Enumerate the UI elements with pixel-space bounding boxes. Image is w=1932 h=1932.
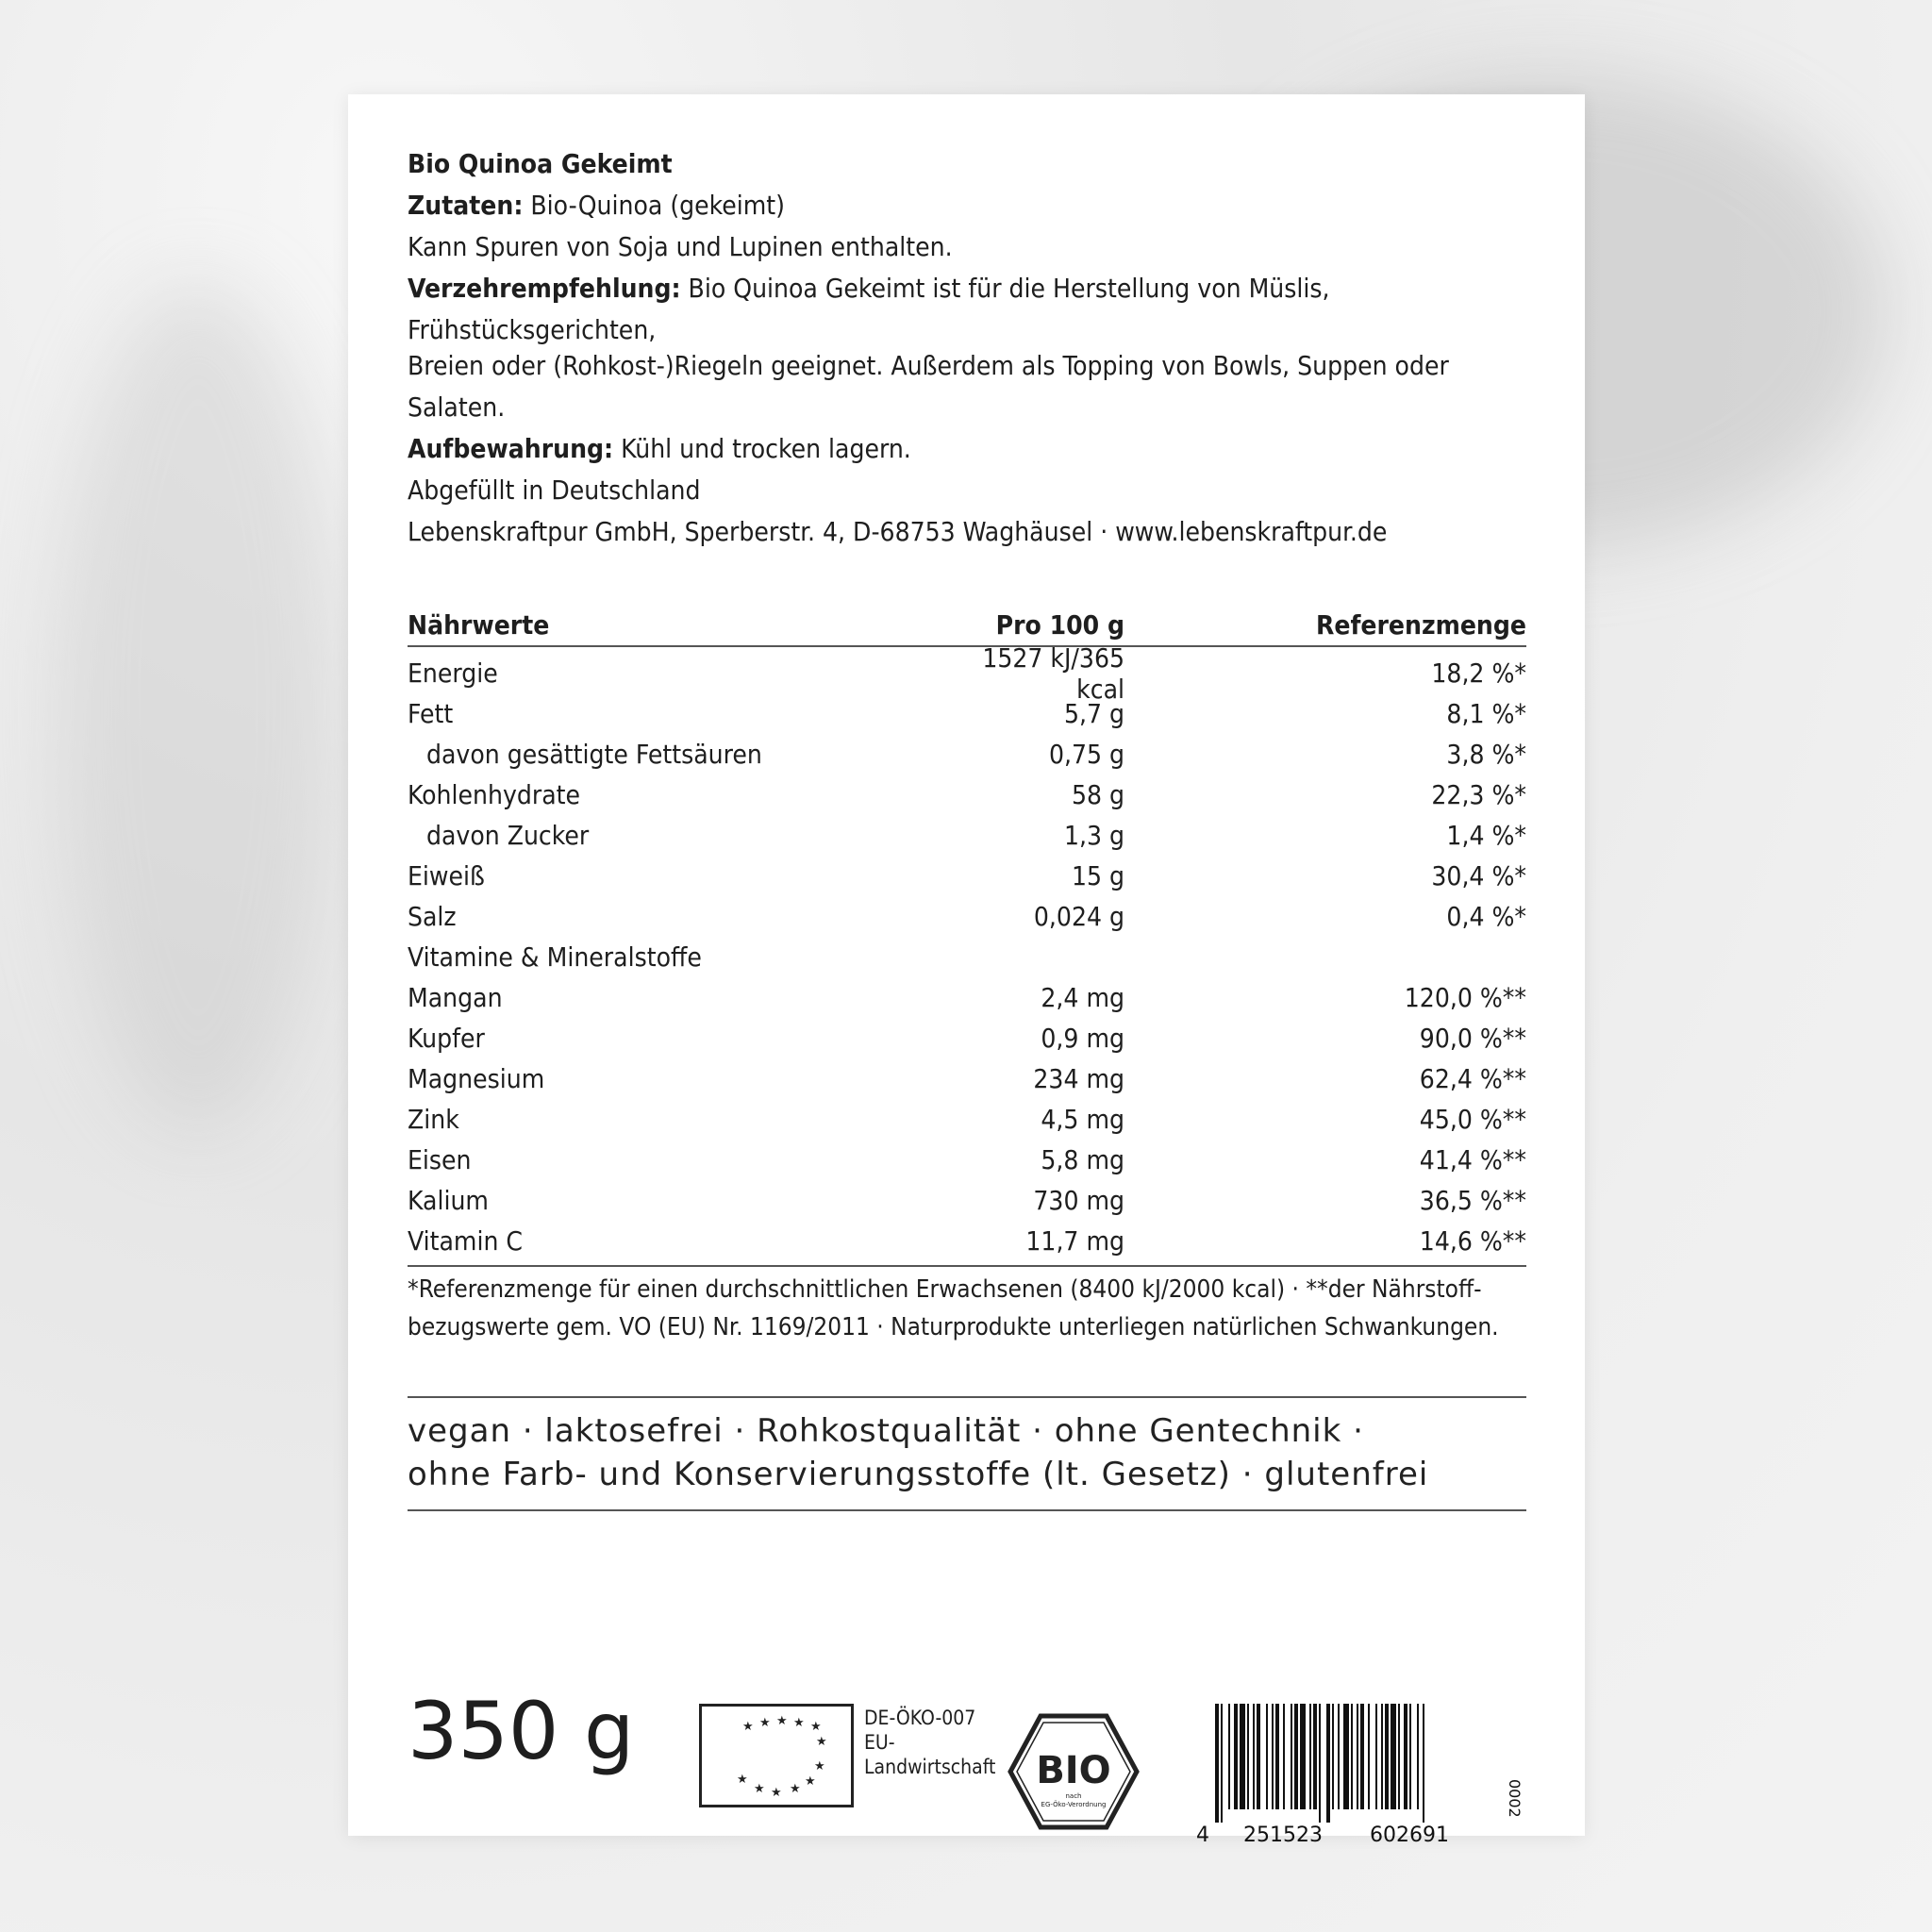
barcode-bar	[1291, 1704, 1292, 1809]
barcode-bar	[1234, 1704, 1238, 1809]
svg-text:★: ★	[814, 1759, 825, 1774]
barcode-bar	[1221, 1704, 1223, 1823]
svg-text:★: ★	[776, 1714, 788, 1728]
barcode-bar	[1253, 1704, 1255, 1809]
nutrient-reference: 120,0 %**	[1404, 982, 1526, 1013]
nutrient-amount: 15 g	[1071, 860, 1124, 891]
net-weight: 350 g	[408, 1685, 635, 1777]
svg-text:★: ★	[742, 1720, 754, 1734]
footnote-line-1: *Referenzmenge für einen durchschnittlichen Erwachsenen (8400 kJ/2000 kcal) · **der Nährstoff-	[408, 1275, 1482, 1304]
barcode-bar	[1357, 1704, 1358, 1809]
nutrient-name: Kalium	[408, 1185, 489, 1216]
nutrient-reference: 41,4 %**	[1419, 1144, 1526, 1175]
nutrient-name: Eisen	[408, 1144, 472, 1175]
table-row	[408, 641, 1526, 705]
barcode-first-digit: 4	[1196, 1824, 1209, 1845]
nutrient-name: Fett	[408, 698, 454, 729]
nutrient-reference: 90,0 %**	[1419, 1023, 1526, 1054]
barcode-bar	[1272, 1704, 1274, 1809]
nutrition-table	[408, 604, 1526, 1346]
svg-text:★: ★	[771, 1786, 782, 1800]
header-nutrients: Nährwerte	[408, 608, 550, 641]
barcode-bar	[1309, 1704, 1311, 1809]
product-claims	[408, 1396, 1526, 1511]
table-row	[408, 693, 1526, 734]
barcode-bar	[1343, 1704, 1349, 1809]
barcode-bar	[1385, 1704, 1389, 1809]
barcode-bar	[1215, 1704, 1219, 1823]
barcode-bar	[1257, 1704, 1260, 1809]
nutrient-name: Kohlenhydrate	[408, 779, 580, 810]
background-shadow	[57, 283, 340, 1132]
barcode-icon	[1191, 1704, 1526, 1845]
nutrient-name: Salz	[408, 901, 457, 932]
table-row	[408, 977, 1526, 1018]
nutrient-amount: 0,9 mg	[1041, 1023, 1124, 1054]
nutrient-amount: 234 mg	[1033, 1063, 1124, 1094]
header-per-100g: Pro 100 g	[995, 608, 1124, 641]
company-address: Lebenskraftpur GmbH, Sperberstr. 4, D-68753 Waghäusel · www.lebenskraftpur.de	[408, 516, 1388, 547]
table-row	[408, 937, 1526, 977]
recommendation-text-1: Bio Quinoa Gekeimt ist für die Herstellung von Müslis, Frühstücksgerichten,	[408, 273, 1330, 345]
barcode-bar	[1381, 1704, 1383, 1809]
nutrient-amount: 0,75 g	[1048, 739, 1124, 770]
bio-seal-text: BIO	[1036, 1749, 1111, 1792]
barcode-bar	[1398, 1704, 1400, 1809]
barcode-bar	[1240, 1704, 1245, 1809]
product-title: Bio Quinoa Gekeimt	[408, 148, 673, 179]
nutrient-amount: 1527 kJ/365 kcal	[982, 641, 1124, 705]
nutrient-amount: 5,8 mg	[1041, 1144, 1124, 1175]
table-row	[408, 734, 1526, 774]
svg-text:★: ★	[816, 1735, 827, 1749]
nutrient-reference: 8,1 %*	[1446, 698, 1526, 729]
certification-code: DE-ÖKO-007	[864, 1707, 976, 1729]
certification-line-3: Landwirtschaft	[864, 1756, 996, 1778]
nutrition-header-row	[408, 604, 1526, 647]
barcode-bar	[1404, 1704, 1407, 1809]
barcode-bar	[1375, 1704, 1377, 1809]
table-row	[408, 896, 1526, 937]
nutrient-reference: 0,4 %*	[1446, 901, 1526, 932]
barcode-bar	[1294, 1704, 1298, 1809]
nutrient-amount: 4,5 mg	[1041, 1104, 1124, 1135]
barcode-side-code: 0002	[1506, 1779, 1524, 1818]
svg-text:★: ★	[754, 1782, 765, 1796]
barcode-bar	[1275, 1704, 1279, 1809]
barcode-bar	[1247, 1704, 1249, 1809]
eu-organic-leaf-icon	[699, 1704, 854, 1807]
ingredients-line	[408, 185, 1526, 226]
table-row	[408, 1221, 1526, 1261]
barcode-bar	[1360, 1704, 1364, 1809]
nutrient-amount: 11,7 mg	[1025, 1225, 1124, 1257]
table-row	[408, 1058, 1526, 1099]
barcode-bar	[1228, 1704, 1230, 1809]
nutrient-amount: 730 mg	[1033, 1185, 1124, 1216]
origin-text: Abgefüllt in Deutschland	[408, 475, 701, 506]
table-row	[408, 856, 1526, 896]
certification-line-2: EU-	[864, 1731, 895, 1754]
nutrient-section-heading: Vitamine & Mineralstoffe	[408, 941, 702, 973]
nutrient-name: Eiweiß	[408, 860, 485, 891]
footnote-line-2: bezugswerte gem. VO (EU) Nr. 1169/2011 · Naturprodukte unterliegen natürlichen Schwankungen.	[408, 1313, 1499, 1341]
nutrition-footnote	[408, 1271, 1526, 1346]
barcode-bar	[1368, 1704, 1370, 1809]
svg-text:★: ★	[737, 1773, 748, 1787]
barcode-bar	[1300, 1704, 1306, 1809]
nutrient-amount: 1,3 g	[1063, 820, 1124, 851]
barcode-bar	[1338, 1704, 1340, 1809]
barcode-group-2: 602691	[1370, 1824, 1449, 1845]
table-row	[408, 1099, 1526, 1140]
nutrient-reference: 1,4 %*	[1446, 820, 1526, 851]
svg-text:★: ★	[759, 1716, 771, 1730]
nutrient-name: Vitamin C	[408, 1225, 524, 1257]
barcode-bar	[1351, 1704, 1353, 1809]
barcode-bar	[1283, 1704, 1285, 1809]
nutrient-reference: 30,4 %*	[1431, 860, 1526, 891]
nutrient-name: Kupfer	[408, 1023, 485, 1054]
barcode-bar	[1391, 1704, 1396, 1809]
ingredients-label: Zutaten:	[408, 190, 524, 221]
barcode-bar	[1266, 1704, 1268, 1809]
svg-text:★: ★	[805, 1774, 816, 1789]
svg-text:★: ★	[793, 1716, 805, 1730]
nutrient-name: Energie	[408, 658, 498, 689]
nutrient-reference: 36,5 %**	[1419, 1185, 1526, 1216]
barcode-bar	[1409, 1704, 1411, 1809]
ingredients-text: Bio-Quinoa (gekeimt)	[523, 190, 785, 221]
barcode-bar	[1326, 1704, 1330, 1823]
nutrient-amount: 0,024 g	[1033, 901, 1124, 932]
barcode-group-1: 251523	[1243, 1824, 1323, 1845]
storage-line	[408, 428, 1526, 470]
storage-text: Kühl und trocken lagern.	[613, 433, 911, 464]
product-info	[408, 143, 1526, 553]
barcode-bar	[1417, 1704, 1419, 1809]
nutrient-reference: 18,2 %*	[1431, 658, 1526, 689]
claims-line-1: vegan · laktosefrei · Rohkostqualität · ohne Gentechnik ·	[408, 1412, 1364, 1450]
nutrition-rows	[408, 641, 1526, 1267]
recommendation-label: Verzehrempfehlung:	[408, 273, 681, 304]
bio-seal-small-1: nach	[1065, 1792, 1082, 1800]
barcode-bar	[1319, 1704, 1321, 1823]
bio-hexagon-seal-icon	[1008, 1713, 1140, 1830]
header-reference: Referenzmenge	[1315, 608, 1526, 641]
nutrient-reference: 3,8 %*	[1446, 739, 1526, 770]
nutrient-amount: 2,4 mg	[1041, 982, 1124, 1013]
nutrient-name: Mangan	[408, 982, 503, 1013]
nutrient-reference: 22,3 %*	[1431, 779, 1526, 810]
svg-text:★: ★	[790, 1782, 801, 1796]
nutrient-reference: 45,0 %**	[1419, 1104, 1526, 1135]
nutrient-name: Zink	[408, 1104, 459, 1135]
eu-certification-text	[864, 1706, 995, 1779]
table-row	[408, 815, 1526, 856]
table-row	[408, 774, 1526, 815]
recommendation-line	[408, 268, 1526, 351]
claims-line-2: ohne Farb- und Konservierungsstoffe (lt. Gesetz) · glutenfrei	[408, 1456, 1429, 1493]
nutrient-amount: 58 g	[1071, 779, 1124, 810]
svg-text:★: ★	[810, 1720, 822, 1734]
barcode-bar	[1313, 1704, 1317, 1809]
nutrient-amount: 5,7 g	[1063, 698, 1124, 729]
nutrient-reference: 62,4 %**	[1419, 1063, 1526, 1094]
nutrient-name: davon Zucker	[426, 820, 590, 851]
product-label	[348, 94, 1585, 1845]
nutrient-name: Magnesium	[408, 1063, 545, 1094]
bio-seal-small-2: EG-Öko-Verordnung	[1041, 1801, 1107, 1808]
table-row	[408, 1140, 1526, 1180]
allergen-note: Kann Spuren von Soja und Lupinen enthalten.	[408, 231, 953, 262]
barcode-bar	[1332, 1704, 1334, 1809]
storage-label: Aufbewahrung:	[408, 433, 614, 464]
recommendation-text-2: Breien oder (Rohkost-)Riegeln geeignet. Außerdem als Topping von Bowls, Suppen oder Salaten.	[408, 350, 1449, 423]
nutrient-name: davon gesättigte Fettsäuren	[426, 739, 762, 770]
table-row	[408, 1180, 1526, 1221]
barcode-bar	[1423, 1704, 1424, 1823]
nutrient-reference: 14,6 %**	[1419, 1225, 1526, 1257]
table-row	[408, 1018, 1526, 1058]
